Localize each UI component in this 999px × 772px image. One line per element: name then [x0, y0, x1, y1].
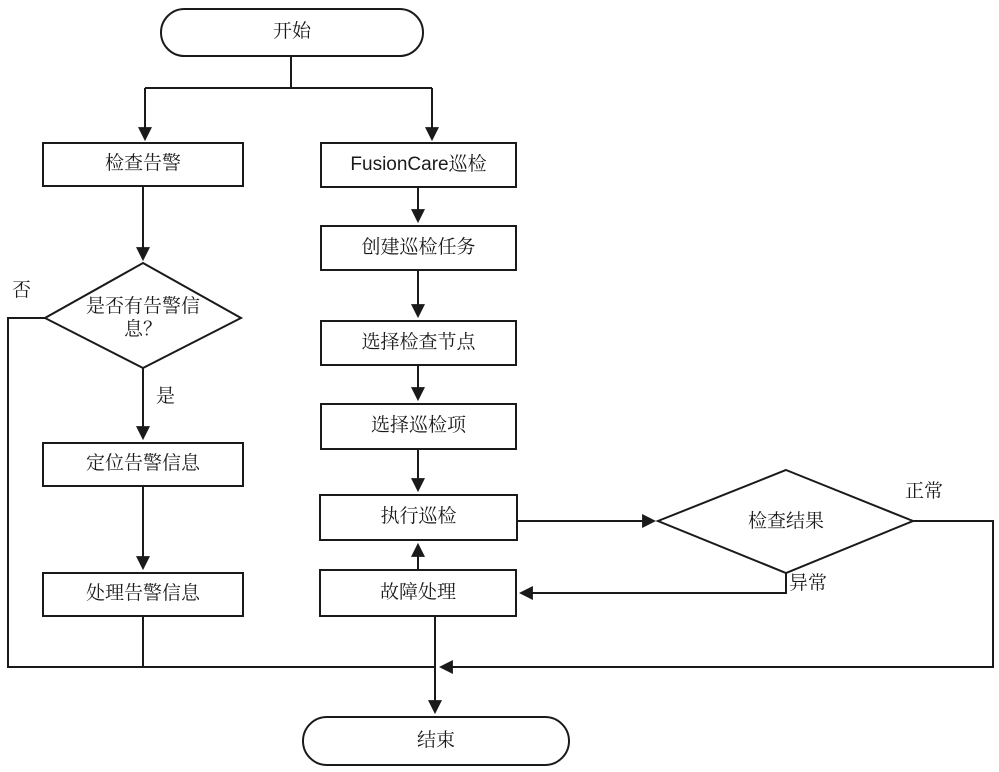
node-end-label: 结束 [416, 729, 455, 751]
node-result-decision-label: 检查结果 [747, 511, 824, 532]
node-select-items [320, 403, 517, 450]
node-start-label: 开始 [272, 21, 311, 43]
edge-label-yes: 是 [156, 386, 176, 407]
node-create-task [320, 225, 517, 271]
node-select-items-label: 选择巡检项 [370, 415, 466, 437]
edge-label-no: 否 [12, 280, 32, 301]
node-fusioncare [320, 142, 517, 188]
edge-label-abnormal: 异常 [789, 573, 828, 594]
edge-start-split [145, 57, 432, 88]
node-locate-alarm-label: 定位告警信息 [85, 453, 200, 475]
node-execute-label: 执行巡检 [380, 506, 457, 528]
node-locate-alarm [42, 442, 244, 487]
node-fault-handling [319, 569, 517, 617]
node-handle-alarm-label: 处理告警信息 [85, 583, 200, 605]
node-check-alarm [42, 142, 244, 187]
node-check-alarm-label: 检查告警 [104, 153, 181, 175]
node-alarm-decision-label: 是否有告警信息？ [85, 296, 200, 340]
node-execute [319, 494, 518, 541]
node-create-task-label: 创建巡检任务 [361, 236, 476, 258]
node-fault-handling-label: 故障处理 [379, 581, 456, 603]
edge-label-normal: 正常 [905, 481, 944, 502]
node-handle-alarm [42, 572, 244, 617]
node-end [302, 716, 570, 766]
node-select-nodes-label: 选择检查节点 [361, 331, 476, 353]
node-fusioncare-label: FusionCare巡检 [350, 153, 487, 175]
node-start [160, 8, 424, 57]
node-select-nodes [320, 320, 517, 366]
edge-result-abnormal-to-fault [521, 573, 786, 593]
